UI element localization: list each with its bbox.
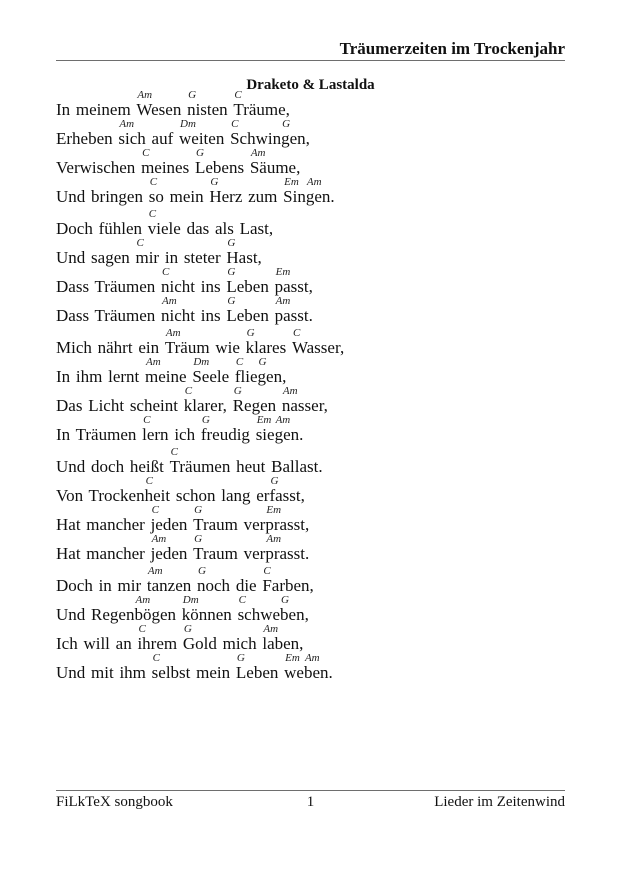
- chord-segment: [249, 147, 301, 177]
- chord-label: Am: [147, 565, 163, 577]
- chord-label: Am: [304, 652, 320, 664]
- lyric-text: Ich will an: [56, 634, 138, 653]
- lyric-text: ver: [243, 544, 266, 563]
- lyric-text: zum: [248, 187, 284, 206]
- chord-label: C: [145, 475, 153, 487]
- lyric-text: Wasser,: [291, 338, 345, 357]
- chord-segment: [245, 327, 292, 357]
- lyric-text: mich: [222, 634, 263, 653]
- chord-label: Am: [275, 414, 291, 426]
- chord-segment: [226, 237, 262, 267]
- lyric-text: gen.: [274, 425, 304, 444]
- lyric-text: Träume,: [233, 100, 290, 119]
- lyric-text: heit: [144, 486, 176, 505]
- chord-label: C: [263, 565, 271, 577]
- chord-label: C: [235, 356, 244, 368]
- lyric-text: Doch in mir: [56, 576, 147, 595]
- lyric-text: prasst,: [265, 515, 310, 534]
- chord-segment: [150, 504, 194, 534]
- lyric-line: [56, 594, 565, 623]
- lyric-text: gen.: [305, 187, 335, 206]
- chord-segment: [193, 504, 244, 534]
- chord-label: C: [151, 504, 159, 516]
- lyric-text: Träum: [164, 338, 216, 357]
- lyric-text: Erheben: [56, 129, 119, 148]
- chord-label: C: [143, 414, 151, 426]
- verse: [56, 446, 565, 562]
- chord-label: Am: [306, 176, 322, 188]
- chord-segment: [187, 89, 234, 119]
- lyric-text: ver: [243, 515, 266, 534]
- lyric-text: nicht: [161, 277, 201, 296]
- chord-label: G: [282, 118, 291, 130]
- chord-label: Am: [266, 533, 282, 545]
- chord-label: G: [227, 295, 236, 307]
- chord-label: G: [198, 565, 206, 577]
- text-segment: [152, 130, 179, 147]
- lyric-text: Hast,: [226, 248, 262, 267]
- chord-label: Am: [135, 594, 151, 606]
- chord-label: G: [246, 327, 255, 339]
- chord-label: C: [184, 385, 193, 397]
- chord-segment: [291, 327, 345, 357]
- chord-segment: [209, 176, 249, 206]
- chord-label: Em: [275, 266, 291, 278]
- lyric-text: ihrem: [137, 634, 183, 653]
- lyric-text: Hat mancher: [56, 544, 151, 563]
- chord-segment: [234, 356, 258, 386]
- chord-label: Am: [275, 295, 291, 307]
- chord-segment: [118, 118, 152, 148]
- lyric-text: passt,: [274, 277, 313, 296]
- chord-segment: [230, 118, 282, 148]
- chord-label: G: [183, 623, 192, 635]
- song-title: Draketo & Lastalda: [246, 77, 375, 93]
- chord-label: C: [231, 118, 239, 130]
- text-segment: [56, 159, 141, 176]
- verse: [56, 565, 565, 681]
- lyric-line: [56, 446, 565, 475]
- lyric-text: Gold: [182, 634, 223, 653]
- chord-segment: [305, 176, 335, 206]
- chord-label: C: [238, 594, 246, 606]
- chord-label: G: [281, 594, 289, 606]
- text-segment: [187, 220, 274, 237]
- chord-segment: [142, 414, 175, 444]
- chord-label: G: [195, 147, 204, 159]
- text-segment: [223, 635, 263, 652]
- text-segment: [56, 577, 147, 594]
- text-segment: [201, 307, 227, 324]
- lyric-text: können: [181, 605, 238, 624]
- lyric-text: nisten: [187, 100, 234, 119]
- chord-segment: [146, 565, 198, 595]
- chord-label: Em: [284, 176, 299, 188]
- text-segment: [56, 101, 136, 118]
- lyric-text: tanzen: [146, 576, 198, 595]
- chord-label: C: [138, 623, 146, 635]
- lyric-text: In meinem: [56, 100, 137, 119]
- chord-segment: [281, 385, 328, 415]
- chord-label: Am: [151, 533, 167, 545]
- lyric-text: Verwischen: [56, 158, 142, 177]
- chord-label: Am: [263, 623, 279, 635]
- chord-label: G: [194, 533, 203, 545]
- chord-segment: [145, 356, 193, 386]
- chord-segment: [141, 147, 195, 177]
- chord-segment: [283, 176, 306, 206]
- chord-segment: [265, 504, 310, 534]
- lyric-text: Und doch heißt: [56, 457, 170, 476]
- chord-label: Em: [256, 414, 272, 426]
- lyric-text: fasst,: [269, 486, 305, 505]
- lyric-text: das als Last,: [186, 219, 274, 238]
- lyric-text: Lebens: [194, 158, 250, 177]
- header-title: Träumerzeiten im Trockenjahr: [339, 39, 565, 58]
- chord-label: Dm: [180, 118, 196, 130]
- lyric-line: [56, 295, 565, 324]
- chord-label: G: [233, 385, 242, 397]
- lyric-text: Und sagen: [56, 248, 136, 267]
- text-segment: [56, 339, 165, 356]
- chord-segment: [200, 414, 256, 444]
- chord-segment: [197, 565, 236, 595]
- lyric-text: prasst.: [265, 544, 310, 563]
- lyric-text: die: [235, 576, 263, 595]
- text-segment: [244, 516, 266, 533]
- footer-page-number: 1: [306, 794, 315, 810]
- lyric-text: Das Licht scheint: [56, 396, 184, 415]
- chord-segment: [280, 594, 309, 624]
- lyric-line: [56, 652, 565, 681]
- chord-segment: [169, 446, 237, 476]
- text-segment: [56, 188, 149, 205]
- chord-segment: [281, 118, 310, 148]
- chord-label: Em: [285, 652, 300, 664]
- lyric-text: Träumen: [169, 457, 237, 476]
- text-segment: [56, 664, 152, 681]
- lyric-text: Und bringen: [56, 187, 149, 206]
- lyric-line: [56, 356, 565, 385]
- text-segment: [248, 188, 283, 205]
- chord-segment: [274, 414, 304, 444]
- lyric-text: Säume,: [249, 158, 301, 177]
- lyric-text: Leben: [226, 306, 275, 325]
- lyric-line: [56, 327, 565, 356]
- text-segment: [56, 220, 148, 237]
- lyric-text: selbst: [151, 663, 197, 682]
- lyric-text: Seele: [192, 367, 235, 386]
- lyric-text: gen,: [281, 129, 310, 148]
- chord-segment: [135, 237, 165, 267]
- lyric-text: Leben: [226, 277, 275, 296]
- lyric-text: klares: [245, 338, 292, 357]
- lyric-text: meines: [141, 158, 195, 177]
- chord-segment: [193, 533, 244, 563]
- lyric-line: [56, 475, 565, 504]
- page-header: [56, 40, 565, 61]
- lyric-text: Traum: [193, 515, 244, 534]
- chord-segment: [183, 385, 233, 415]
- lyric-line: [56, 118, 565, 147]
- chord-label: Am: [146, 356, 161, 368]
- chord-label: G: [227, 237, 236, 249]
- lyric-text: jeden: [150, 544, 194, 563]
- lyric-text: nasser,: [281, 396, 328, 415]
- lyric-text: so: [148, 187, 170, 206]
- lyric-text: passt.: [274, 306, 313, 325]
- lyric-text: sie: [255, 425, 275, 444]
- lyric-text: freudig: [200, 425, 256, 444]
- chord-label: Em: [266, 504, 282, 516]
- chord-segment: [136, 89, 188, 119]
- chord-segment: [147, 208, 187, 238]
- chord-label: C: [170, 446, 178, 458]
- text-segment: [236, 458, 322, 475]
- lyric-text: auf: [151, 129, 179, 148]
- chord-label: G: [258, 356, 267, 368]
- lyric-text: mir: [135, 248, 165, 267]
- lyric-text: ben.: [303, 663, 333, 682]
- text-segment: [56, 516, 151, 533]
- lyric-line: [56, 385, 565, 414]
- lyric-line: [56, 89, 565, 118]
- chord-segment: [192, 356, 235, 386]
- chord-label: Dm: [193, 356, 210, 368]
- text-segment: [236, 577, 263, 594]
- text-segment: [174, 426, 201, 443]
- lyric-text: Sin: [283, 187, 306, 206]
- lyric-line: [56, 565, 565, 594]
- verse: [56, 208, 565, 324]
- lyric-line: [56, 237, 565, 266]
- chord-segment: [235, 652, 285, 682]
- lyric-text: Von Trocken: [56, 486, 145, 505]
- lyric-text: Wesen: [136, 100, 188, 119]
- chord-segment: [182, 623, 223, 653]
- lyric-text: nicht: [161, 306, 201, 325]
- lyric-text: ins: [200, 306, 227, 325]
- lyric-text: Doch fühlen: [56, 219, 148, 238]
- chord-segment: [262, 565, 314, 595]
- chord-segment: [164, 327, 216, 357]
- chord-segment: [226, 266, 275, 296]
- chord-label: C: [234, 89, 242, 101]
- lyric-text: In Träumen: [56, 425, 143, 444]
- lyric-text: Und Regen: [56, 605, 135, 624]
- text-segment: [56, 397, 184, 414]
- lyric-text: Dass Träumen: [56, 277, 162, 296]
- lyric-text: schon lang er: [175, 486, 270, 505]
- chord-label: G: [188, 89, 197, 101]
- chord-segment: [233, 89, 290, 119]
- lyric-text: Leben: [235, 663, 285, 682]
- lyric-text: viele: [147, 219, 187, 238]
- chord-segment: [151, 652, 197, 682]
- chord-label: C: [292, 327, 301, 339]
- text-segment: [56, 249, 135, 266]
- chord-segment: [269, 475, 305, 505]
- text-segment: [170, 188, 210, 205]
- chord-label: Am: [165, 327, 181, 339]
- footer-collection-name: Lieder im Zeitenwind: [434, 794, 566, 810]
- text-segment: [56, 487, 145, 504]
- lyric-text: we: [284, 663, 304, 682]
- lyric-text: lern: [142, 425, 175, 444]
- chord-segment: [274, 266, 313, 296]
- lyric-line: [56, 414, 565, 443]
- chord-label: G: [227, 266, 236, 278]
- chord-segment: [232, 385, 282, 415]
- chord-label: C: [136, 237, 144, 249]
- chord-segment: [148, 176, 170, 206]
- chord-label: G: [270, 475, 279, 487]
- chord-segment: [303, 652, 333, 682]
- chord-segment: [237, 594, 281, 624]
- text-segment: [56, 278, 161, 295]
- text-segment: [56, 635, 137, 652]
- chord-segment: [284, 652, 304, 682]
- lyric-text: Dass Träumen: [56, 306, 162, 325]
- chord-segment: [137, 623, 183, 653]
- footer-book-name: FiLkTeX songbook: [56, 794, 173, 810]
- lyric-line: [56, 504, 565, 533]
- song-body: [56, 89, 565, 684]
- chord-segment: [274, 295, 313, 325]
- chord-label: C: [149, 176, 158, 188]
- chord-label: C: [142, 147, 150, 159]
- chord-label: C: [162, 266, 170, 278]
- chord-label: G: [236, 652, 245, 664]
- lyric-text: ben,: [280, 605, 309, 624]
- lyric-line: [56, 266, 565, 295]
- chord-segment: [161, 295, 201, 325]
- lyric-text: Schwin: [230, 129, 282, 148]
- lyric-text: mein: [169, 187, 210, 206]
- verse: [56, 89, 565, 205]
- text-segment: [56, 426, 142, 443]
- chord-segment: [265, 533, 310, 563]
- chord-segment: [179, 118, 231, 148]
- lyric-text: Herz: [209, 187, 249, 206]
- text-segment: [215, 339, 245, 356]
- lyric-line: [56, 147, 565, 176]
- chord-label: Am: [162, 295, 177, 307]
- text-segment: [165, 249, 227, 266]
- chord-label: Am: [282, 385, 298, 397]
- text-segment: [56, 458, 170, 475]
- text-segment: [56, 606, 134, 623]
- lyric-line: [56, 623, 565, 652]
- lyric-text: jeden: [150, 515, 194, 534]
- chord-label: C: [148, 208, 157, 220]
- chord-label: Dm: [182, 594, 199, 606]
- lyric-line: [56, 533, 565, 562]
- chord-segment: [150, 533, 194, 563]
- lyric-text: Traum: [193, 544, 244, 563]
- chord-segment: [181, 594, 238, 624]
- lyric-text: in steter: [164, 248, 227, 267]
- text-segment: [196, 664, 236, 681]
- lyric-text: Mich nährt ein: [56, 338, 165, 357]
- lyric-text: klarer,: [183, 396, 233, 415]
- text-segment: [244, 545, 266, 562]
- lyric-text: meine: [145, 367, 193, 386]
- lyric-text: bögen: [134, 605, 182, 624]
- lyric-text: flie: [234, 367, 258, 386]
- chord-segment: [257, 356, 287, 386]
- text-segment: [201, 278, 227, 295]
- chord-label: G: [210, 176, 219, 188]
- chord-label: Am: [250, 147, 266, 159]
- chord-segment: [255, 414, 275, 444]
- chord-label: Am: [119, 118, 135, 130]
- lyric-text: In ihm lernt: [56, 367, 146, 386]
- text-segment: [56, 307, 161, 324]
- lyric-line: [56, 176, 565, 205]
- page-footer: [56, 790, 565, 810]
- verse: [56, 327, 565, 443]
- lyric-text: sich: [118, 129, 152, 148]
- chord-segment: [161, 266, 201, 296]
- text-segment: [56, 368, 145, 385]
- chord-label: Am: [137, 89, 153, 101]
- lyric-text: wie: [215, 338, 246, 357]
- text-segment: [176, 487, 270, 504]
- lyric-text: heut Ballast.: [236, 457, 323, 476]
- chord-label: G: [194, 504, 203, 516]
- lyric-text: weiten: [179, 129, 231, 148]
- lyric-text: laben,: [262, 634, 304, 653]
- lyric-text: ich: [174, 425, 201, 444]
- lyric-text: noch: [197, 576, 236, 595]
- chord-segment: [134, 594, 182, 624]
- chord-label: G: [201, 414, 210, 426]
- text-segment: [56, 130, 118, 147]
- lyric-text: Regen: [232, 396, 282, 415]
- chord-segment: [226, 295, 275, 325]
- lyric-text: ins: [200, 277, 227, 296]
- lyric-text: Farben,: [262, 576, 314, 595]
- lyric-text: Und mit ihm: [56, 663, 152, 682]
- lyric-line: [56, 208, 565, 237]
- chord-segment: [194, 147, 250, 177]
- text-segment: [56, 545, 151, 562]
- lyric-text: schwe: [237, 605, 281, 624]
- lyric-text: Hat mancher: [56, 515, 151, 534]
- lyric-text: mein: [196, 663, 236, 682]
- chord-segment: [144, 475, 176, 505]
- lyric-text: gen,: [257, 367, 287, 386]
- chord-label: C: [152, 652, 160, 664]
- chord-segment: [262, 623, 304, 653]
